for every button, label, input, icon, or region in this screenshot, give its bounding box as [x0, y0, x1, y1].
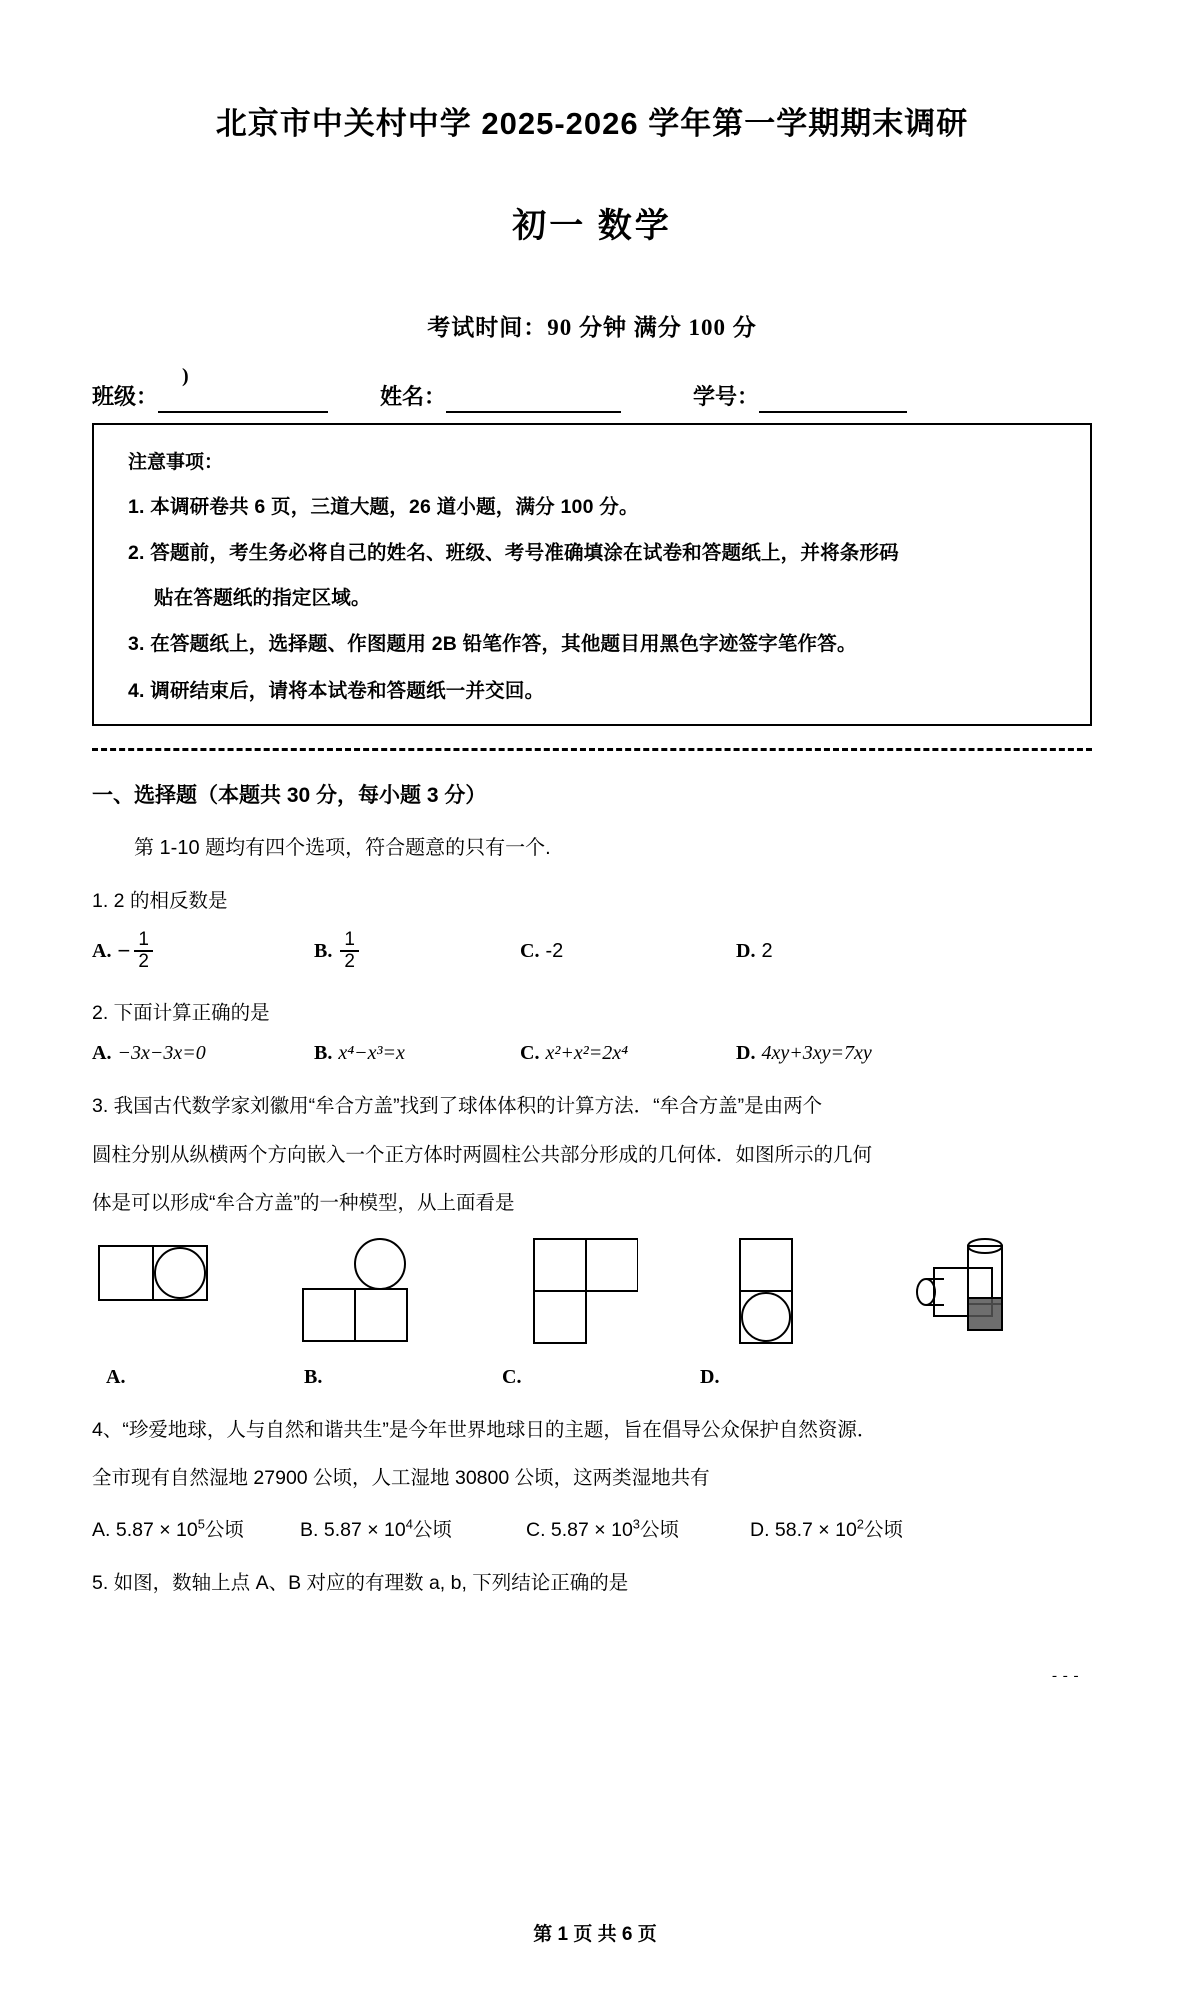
option-a[interactable]: [92, 930, 314, 972]
option-d[interactable]: [750, 1514, 903, 1542]
figure-label-b: B.: [304, 1366, 323, 1389]
option-d-label: D.: [736, 939, 756, 962]
note-item: 1. 本调研卷共 6 页，三道大题，26 道小题，满分 100 分。: [128, 496, 639, 518]
option-c-value: -2: [545, 939, 564, 962]
option-c[interactable]: [520, 1042, 736, 1065]
notes-title: 注意事项：: [128, 452, 224, 473]
option-b-exponent: 4: [405, 1516, 413, 1532]
option-c[interactable]: [526, 1514, 750, 1542]
option-b[interactable]: [300, 1514, 526, 1542]
figure-d-icon: [714, 1238, 844, 1346]
option-a-label: A.: [92, 939, 112, 962]
note-item: 3. 在答题纸上，选择题、作图题用 2B 铅笔作答，其他题目用黑色字迹签字笔作答。: [128, 633, 857, 656]
option-d[interactable]: [736, 940, 773, 963]
option-c-mantissa: 5.87 × 10: [550, 1518, 633, 1541]
figure-label-c: C.: [502, 1366, 522, 1389]
student-fields-row: [92, 365, 1092, 413]
question-2-options: [92, 1042, 1092, 1065]
option-d-label: D.: [750, 1518, 770, 1541]
name-input[interactable]: [446, 385, 621, 413]
option-b-mantissa: 5.87 × 10: [323, 1518, 406, 1541]
notes-box: [92, 423, 1092, 726]
option-c-value: x²+x²=2x⁴: [545, 1042, 629, 1065]
note-item-line: 2. 答题前，考生务必将自己的姓名、班级、考号准确填涂在试卷和答题纸上，并将条形码: [128, 542, 899, 565]
option-a-label: A.: [92, 1518, 111, 1541]
figure-label-d: D.: [700, 1366, 720, 1389]
option-b-label: B.: [300, 1518, 319, 1541]
option-d[interactable]: [736, 1042, 872, 1065]
section-instruction: 第 1-10 题均有四个选项，符合题意的只有一个.: [134, 837, 551, 860]
option-b[interactable]: [314, 930, 520, 972]
figure-b-icon: [302, 1238, 432, 1346]
option-c-label: C.: [520, 939, 540, 962]
option-b-label: B.: [314, 1042, 333, 1065]
option-b[interactable]: [314, 1042, 520, 1065]
option-a-mantissa: 5.87 × 10: [115, 1518, 198, 1541]
subject-title: 初一 数学: [512, 208, 672, 245]
note-item: [128, 542, 1064, 609]
class-label: 班级：: [92, 384, 159, 409]
page-content: [92, 0, 1092, 1598]
figure-label-a: A.: [106, 1366, 126, 1389]
option-d-unit: 公顷: [863, 1518, 903, 1541]
page-title: 北京市中关村中学 2025-2026 学年第一学期期末调研: [215, 106, 969, 141]
figure-c-icon: [508, 1238, 638, 1346]
minus-sign: −: [117, 938, 131, 964]
note-item-continuation: 贴在答题纸的指定区域。: [154, 586, 371, 609]
option-a-unit: 公顷: [204, 1518, 244, 1541]
student-no-label: 学号：: [693, 384, 760, 409]
student-no-field: [693, 380, 907, 413]
option-a-exponent: 5: [197, 1516, 205, 1532]
fraction-one-half: $\frac{1}{2}$: [340, 930, 359, 972]
question-3-figure-labels: [106, 1366, 1092, 1389]
name-label: 姓名：: [380, 384, 447, 409]
question-4-stem-line-1: 4、“珍爱地球，人与自然和谐共生”是今年世界地球日的主题，旨在倡导公众保护自然资源．: [92, 1419, 877, 1442]
question-2-stem: 2. 下面计算正确的是: [92, 1002, 270, 1025]
question-1-stem: 1. 2 的相反数是: [92, 890, 228, 913]
note-item: 4. 调研结束后，请将本试卷和答题纸一并交回。: [128, 679, 545, 702]
option-a[interactable]: [92, 1042, 314, 1065]
cut-line-divider: [92, 748, 1092, 751]
class-field: [92, 365, 328, 413]
option-b-value: x⁴−x³=x: [338, 1042, 405, 1065]
option-d-exponent: 2: [856, 1516, 864, 1532]
question-3-stem-line-2: 圆柱分别从纵横两个方向嵌入一个正方体时两圆柱公共部分形成的几何体．如图所示的几何: [92, 1143, 873, 1166]
fraction-one-half: $\frac{1}{2}$: [134, 930, 153, 972]
question-5-stem: 5. 如图，数轴上点 A、B 对应的有理数 a, b, 下列结论正确的是: [92, 1571, 629, 1594]
name-field: [380, 380, 621, 413]
option-d-value: 2: [761, 939, 773, 962]
option-b-unit: 公顷: [412, 1518, 452, 1541]
option-d-value: 4xy+3xy=7xy: [761, 1042, 872, 1065]
student-no-input[interactable]: [759, 385, 907, 413]
handwriting-mark: ): [182, 365, 189, 387]
question-4-stem-line-2: 全市现有自然湿地 27900 公顷，人工湿地 30800 公顷，这两类湿地共有: [92, 1467, 710, 1490]
page-footer: 第 1 页 共 6 页: [533, 1924, 657, 1945]
option-a-value: −3x−3x=0: [117, 1042, 206, 1065]
question-1-options: [92, 930, 1092, 972]
option-a-label: A.: [92, 1042, 112, 1065]
class-input[interactable]: [158, 365, 328, 413]
option-d-mantissa: 58.7 × 10: [774, 1518, 857, 1541]
option-b-label: B.: [314, 939, 333, 962]
option-c-label: C.: [526, 1518, 546, 1541]
figure-solid-model-icon: [916, 1238, 1046, 1350]
option-c[interactable]: [520, 940, 736, 963]
scan-artifact-mark: - - -: [1052, 1668, 1080, 1684]
question-3-figures: [98, 1238, 1092, 1358]
question-4-options: [92, 1514, 1092, 1542]
figure-a-icon: [98, 1238, 228, 1308]
option-c-unit: 公顷: [639, 1518, 679, 1541]
option-c-label: C.: [520, 1042, 540, 1065]
question-3-stem-line-1: 3. 我国古代数学家刘徽用“牟合方盖”找到了球体体积的计算方法．“牟合方盖”是由两个: [92, 1095, 823, 1118]
option-a[interactable]: [92, 1514, 300, 1542]
question-3-stem-line-3: 体是可以形成“牟合方盖”的一种模型，从上面看是: [92, 1191, 515, 1214]
section-heading: 一、选择题（本题共 30 分，每小题 3 分）: [92, 784, 487, 808]
option-d-label: D.: [736, 1042, 756, 1065]
exam-meta: 考试时间：90 分钟 满分 100 分: [427, 315, 757, 340]
option-c-exponent: 3: [632, 1516, 640, 1532]
